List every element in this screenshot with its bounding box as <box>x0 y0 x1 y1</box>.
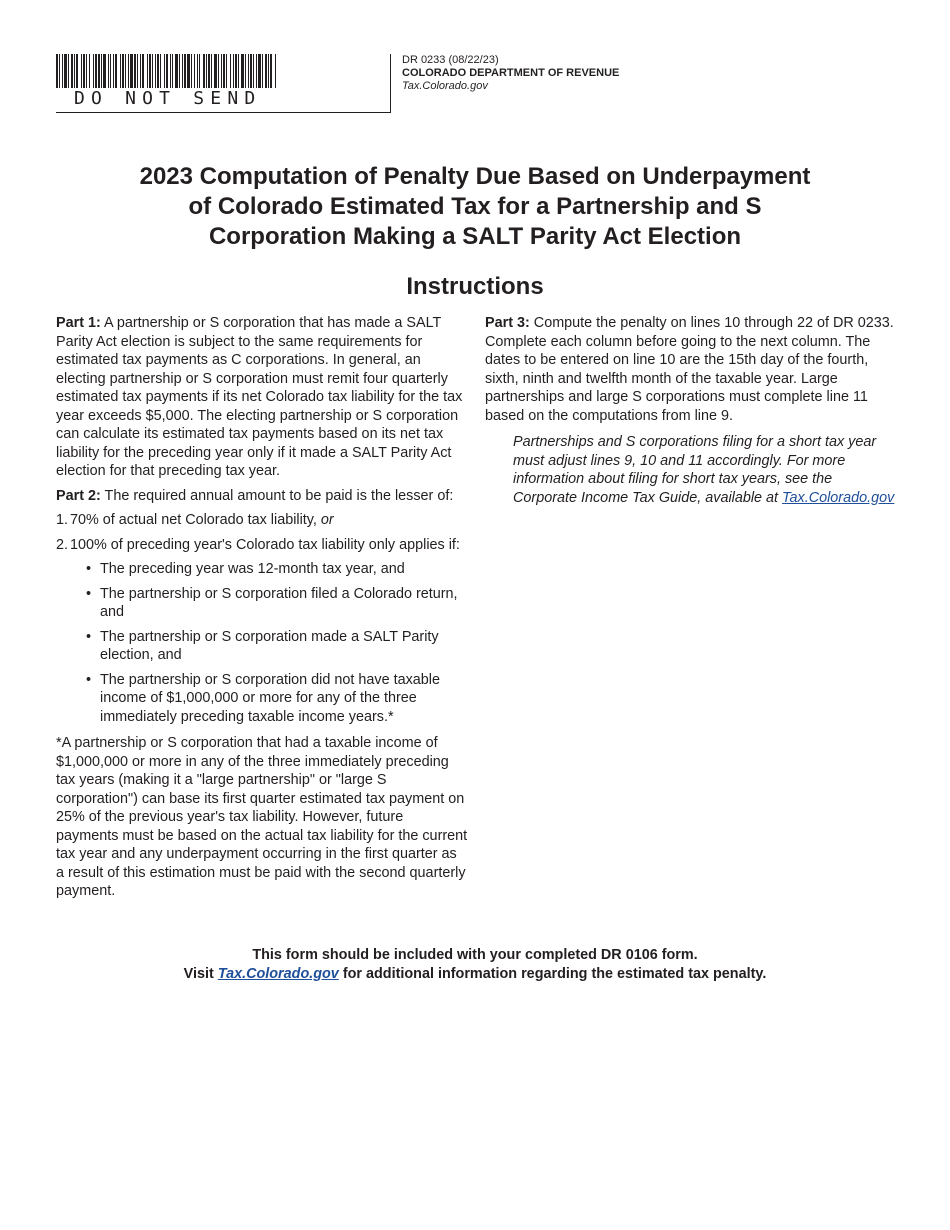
barcode-bar <box>68 54 69 88</box>
part2-item-2 <box>56 536 468 555</box>
footer-line-2 <box>56 965 894 984</box>
barcode-bar <box>226 54 227 88</box>
barcode-bar <box>182 54 183 88</box>
barcode-bar <box>175 54 178 88</box>
part1-text: A partnership or S corporation that has made a SALT Parity Act election is subject to the same requirements for estimated tax payments as C corporations. In general, an electing partnership or S corporation must remit four quarterly estimated tax payments if its net Colorado tax liability for the tax year exceeds $5,000. The electing partnership or S corporation can calculate its estimated tax payments based on its net tax liability for the preceding year only if it made a SALT Parity Act election for that preceding tax year. <box>56 315 463 479</box>
barcode-bar <box>130 54 133 88</box>
barcode-bar <box>76 54 78 88</box>
list-item: • The preceding year was 12-month tax year, and <box>100 560 468 579</box>
list-item: • The partnership or S corporation did not have taxable income of $1,000,000 or more for any of the three immediately preceding taxable income years.* <box>100 671 468 727</box>
list-item: • The partnership or S corporation filed a Colorado return, and <box>100 585 468 622</box>
barcode-bar <box>56 54 58 88</box>
barcode-bar <box>218 54 219 88</box>
barcode-bar <box>199 54 200 88</box>
barcode-bar <box>170 54 171 88</box>
barcode-bar <box>262 54 263 88</box>
item-suffix: or <box>320 512 334 528</box>
do-not-send-label: DO NOT SEND <box>74 88 262 109</box>
barcode-bar <box>128 54 129 88</box>
barcode-bar <box>98 54 100 88</box>
title-line-2: of Colorado Estimated Tax for a Partnership and S <box>188 193 762 220</box>
barcode-bar <box>137 54 138 88</box>
part1-paragraph <box>56 314 468 481</box>
barcode-bar <box>203 54 205 88</box>
barcode-bar <box>214 54 217 88</box>
part3-paragraph <box>485 314 897 425</box>
barcode-bar <box>62 54 63 88</box>
barcode-bar <box>238 54 239 88</box>
footer-line-1: This form should be included with your completed DR 0106 form. <box>252 947 698 963</box>
list-item: • The partnership or S corporation made a SALT Parity election, and <box>100 628 468 665</box>
barcode-bar <box>122 54 124 88</box>
note-text: Partnerships and S corporations filing for a short tax year must adjust lines 9, 10 and 11 accordingly. For more information about filing for short tax years, see the Corporate Income Tax Guide, available at <box>513 434 877 506</box>
form-id: DR 0233 (08/22/23) <box>402 54 499 66</box>
barcode-bar <box>64 54 67 88</box>
item-number: 1. <box>56 512 69 528</box>
barcode-bar <box>157 54 159 88</box>
barcode-box <box>56 54 391 113</box>
instructions-heading: Instructions <box>406 273 544 300</box>
part2-text: The required annual amount to be paid is the lesser of: <box>104 487 454 504</box>
barcode-bar <box>194 54 195 88</box>
conditions-list <box>56 560 468 726</box>
short-year-note <box>485 433 897 507</box>
barcode-bar <box>166 54 168 88</box>
barcode-bar <box>258 54 261 88</box>
barcode-bar <box>81 54 82 88</box>
barcode-image <box>56 54 276 88</box>
barcode-bar <box>275 54 276 88</box>
footnote: *A partnership or S corporation that had a taxable income of $1,000,000 or more in any of the three immediately preceding tax years (making it a "large partnership" or "large S corporation") can base its first quarter estimated tax payment on 25% of the previous year's tax liability. However, future payments must be based on the actual tax liability for the current tax year and any underpayment occurring in the first quarter as a result of this estimation must be paid with the second quarterly payment. <box>56 735 468 899</box>
right-column <box>485 314 897 507</box>
barcode-bar <box>113 54 114 88</box>
barcode-bar <box>89 54 90 88</box>
footer-prefix: Visit <box>183 966 214 982</box>
barcode-bar <box>223 54 225 88</box>
part2-paragraph <box>56 487 468 506</box>
barcode-bar <box>206 54 207 88</box>
part3-label: Part 3: <box>485 315 530 331</box>
form-header <box>402 54 619 93</box>
barcode-bar <box>250 54 252 88</box>
footer <box>56 946 894 984</box>
barcode-bar <box>253 54 254 88</box>
barcode-bar <box>155 54 156 88</box>
barcode-bar <box>142 54 144 88</box>
barcode-bar <box>71 54 73 88</box>
barcode-bar <box>197 54 198 88</box>
barcode-bar <box>125 54 126 88</box>
barcode-bar <box>59 54 60 88</box>
barcode-bar <box>152 54 153 88</box>
department-name: COLORADO DEPARTMENT OF REVENUE <box>402 67 620 79</box>
part2-label: Part 2: <box>56 487 101 504</box>
barcode-bar <box>265 54 267 88</box>
part1-label: Part 1: <box>56 315 101 331</box>
footer-tax-colorado-link[interactable]: Tax.Colorado.gov <box>217 966 339 982</box>
footer-suffix: for additional information regarding the estimated tax penalty. <box>342 966 767 982</box>
barcode-bar <box>270 54 272 88</box>
barcode-bar <box>245 54 246 88</box>
barcode-bar <box>256 54 257 88</box>
barcode-bar <box>160 54 161 88</box>
barcode-bar <box>187 54 190 88</box>
barcode-bar <box>230 54 231 88</box>
barcode-bar <box>147 54 148 88</box>
barcode-bar <box>103 54 106 88</box>
barcode-bar <box>179 54 180 88</box>
header-website: Tax.Colorado.gov <box>402 80 488 92</box>
barcode-bar <box>115 54 117 88</box>
barcode-bar <box>191 54 192 88</box>
barcode-bar <box>184 54 186 88</box>
barcode-bar <box>149 54 151 88</box>
item-text: 70% of actual net Colorado tax liability, <box>70 512 317 528</box>
page-title <box>100 162 850 252</box>
barcode-bar <box>86 54 87 88</box>
barcode-bar <box>248 54 249 88</box>
item-text: 100% of preceding year's Colorado tax liability only applies if: <box>70 536 460 553</box>
barcode-bar <box>110 54 111 88</box>
barcode-bar <box>235 54 237 88</box>
barcode-bar <box>108 54 109 88</box>
barcode-bar <box>268 54 269 88</box>
title-line-1: 2023 Computation of Penalty Due Based on Underpayment <box>139 163 811 190</box>
barcode-bar <box>241 54 244 88</box>
title-line-3: Corporation Making a SALT Parity Act Election <box>208 223 742 250</box>
barcode-bar <box>164 54 165 88</box>
barcode-bar <box>211 54 212 88</box>
barcode-bar <box>83 54 85 88</box>
barcode-bar <box>233 54 234 88</box>
part2-item-1 <box>56 511 468 530</box>
barcode-bar <box>74 54 75 88</box>
barcode-bar <box>95 54 97 88</box>
barcode-bar <box>101 54 102 88</box>
barcode-bar <box>134 54 136 88</box>
barcode-bar <box>221 54 222 88</box>
barcode-bar <box>93 54 94 88</box>
part3-text: Compute the penalty on lines 10 through 22 of DR 0233. Complete each column before going to the next column. The dates to be entered on line 10 are the 15th day of the fourth, sixth, ninth and twelfth month of the taxable year. Large partnerships and large S corporations must complete line 11 based on the computations from line 9. <box>485 315 894 424</box>
tax-colorado-link[interactable]: Tax.Colorado.gov <box>782 489 895 506</box>
barcode-bar <box>172 54 173 88</box>
barcode-bar <box>208 54 210 88</box>
left-column <box>56 314 468 907</box>
item-number: 2. <box>56 536 69 553</box>
barcode-bar <box>120 54 121 88</box>
barcode-bar <box>140 54 141 88</box>
